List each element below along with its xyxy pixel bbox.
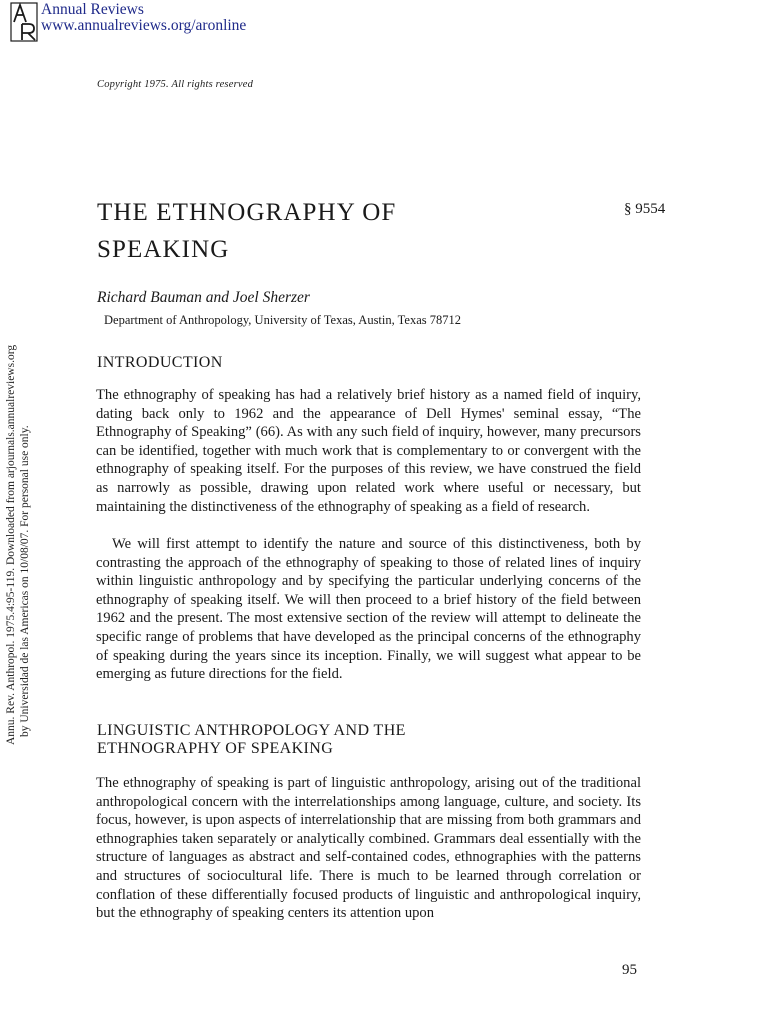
section-number: § 9554	[624, 201, 666, 217]
copyright-notice: Copyright 1975. All rights reserved	[97, 79, 254, 90]
author-affiliation: Department of Anthropology, University of Texas, Austin, Texas 78712	[104, 313, 462, 327]
body-paragraph: We will first attempt to identify the nature and source of this distinctiveness, both by contrasting the approach of the ethnography of speaking to those of related lines of inquiry within linguistic anthropology and by specifying the particular underlying concerns of the ethnography of speaking itself. We will then proceed to a brief history of the field between 1962 and the present. The most extensive section of the review will attempt to delineate the specific range of problems that have developed as the principal concerns of the ethnography of speaking during the years since its inception. Finally, we will suggest what appear to be emerging as future directions for the field.	[96, 536, 641, 683]
journal-header	[41, 2, 246, 34]
section-heading-linguistic-anthropology: LINGUISTIC ANTHROPOLOGY AND THE ETHNOGRAPHY OF SPEAKING	[97, 722, 406, 757]
download-note-line: Annu. Rev. Anthropol. 1975.4:95-119. Downloaded from arjournals.annualreviews.org	[5, 344, 17, 745]
brand-name: Annual Reviews	[41, 1, 144, 18]
annual-reviews-ar-logo-icon	[10, 2, 38, 42]
page-number: 95	[622, 962, 637, 978]
section-heading-introduction: INTRODUCTION	[97, 354, 223, 371]
download-note-line: by Universidad de las Americas on 10/08/07. For personal use only.	[19, 425, 31, 737]
download-watermark-note	[4, 265, 32, 745]
article-authors: Richard Bauman and Joel Sherzer	[97, 289, 310, 306]
annual-reviews-logo	[10, 2, 38, 42]
body-paragraph: The ethnography of speaking has had a relatively brief history as a named field of inquiry, dating back only to 1962 and the appearance of Dell Hymes' seminal essay, “The Ethnography of Speaking” (66). As with any such field of inquiry, however, many precursors can be identified, together with much work that is complementary to or convergent with the ethnography of speaking itself. For the purposes of this review, we have construed the field as narrowly as possible, drawing upon related work where useful or necessary, but maintaining the distinctiveness of the ethnography of speaking as a field of research.	[96, 387, 641, 515]
brand-url-link[interactable]: www.annualreviews.org/aronline	[41, 17, 247, 34]
body-paragraph: The ethnography of speaking is part of linguistic anthropology, arising out of the traditional anthropological concern with the interrelationships among language, culture, and society. Its focus, however, is upon aspects of interrelationship that are missing from both grammars and ethnographies taken separately or analytically combined. Grammars deal essentially with the structure of languages as abstract and self-contained codes, ethnographies with the patterns and structures of sociocultural life. There is much to be learned through correlation or conflation of these differentially focused products of linguistic and anthropological inquiry, but the ethnography of speaking centers its attention upon	[96, 775, 641, 922]
article-title: THE ETHNOGRAPHY OF SPEAKING	[97, 199, 397, 263]
